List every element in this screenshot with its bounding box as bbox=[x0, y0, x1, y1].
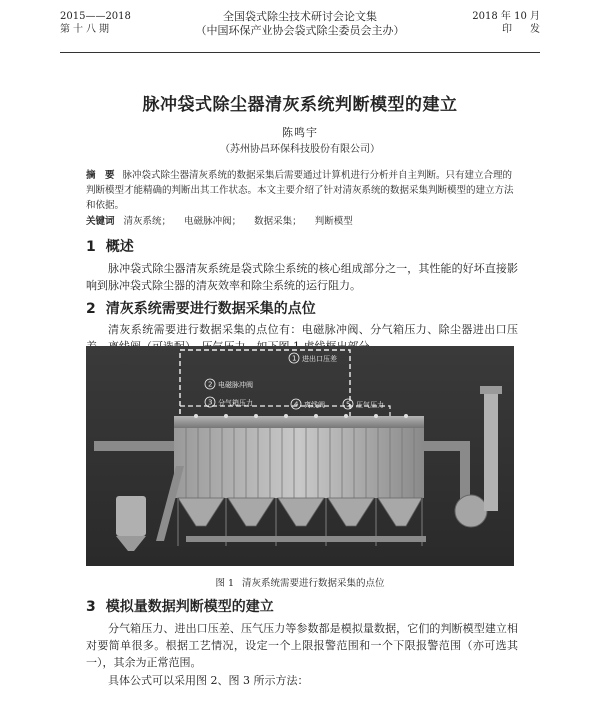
chimney-cap bbox=[480, 386, 502, 394]
label-air-pressure: 压气压力 bbox=[356, 401, 384, 409]
label-inlet-outlet: 进出口压差 bbox=[302, 355, 337, 363]
header-proceedings-title: 全国袋式除尘技术研讨会论文集 bbox=[223, 10, 377, 23]
section-number: 3 bbox=[86, 599, 96, 615]
section-title: 概述 bbox=[105, 239, 134, 255]
number-label: 3 bbox=[208, 398, 213, 407]
author-affiliation: （苏州协昌环保科技股份有限公司） bbox=[220, 144, 380, 155]
caption-text: 清灰系统需要进行数据采集的点位 bbox=[242, 578, 385, 589]
section-title: 模拟量数据判断模型的建立 bbox=[105, 599, 274, 615]
label-manifold: 分气箱压力 bbox=[218, 399, 253, 407]
section-number: 2 bbox=[86, 301, 96, 317]
header-left bbox=[60, 10, 131, 36]
section-heading-1 bbox=[86, 236, 134, 256]
keyword: 电磁脉冲阀； bbox=[184, 216, 242, 227]
author-name: 陈鸣宇 bbox=[282, 126, 318, 139]
section-3-paragraph-2: 具体公式可以采用图 2、图 3 所示方法： bbox=[108, 674, 309, 687]
header-printed: 印发 bbox=[502, 24, 558, 35]
keyword: 清灰系统； bbox=[123, 216, 172, 227]
label-solenoid: 电磁脉冲阀 bbox=[218, 381, 253, 389]
paper-title: 脉冲袋式除尘器清灰系统判断模型的建立 bbox=[142, 95, 458, 115]
number-label: 1 bbox=[292, 354, 297, 363]
outlet-duct-vertical bbox=[460, 441, 470, 501]
dust-silo bbox=[116, 496, 146, 536]
header-years: 2015——2018 bbox=[60, 11, 131, 22]
header-date: 2018 年 10 月 bbox=[472, 11, 540, 22]
abstract-text: 脉冲袋式除尘器清灰系统的数据采集后需要通过计算机进行分析并自主判断。只有建立合理的判断模型才能精确的判断出其工作状态。本文主要介绍了针对清灰系统的数据采集判断模型的建立方法和依据。 bbox=[86, 170, 514, 211]
inlet-duct bbox=[94, 441, 174, 451]
figure-1-system-diagram bbox=[86, 346, 514, 566]
section-heading-3 bbox=[86, 596, 274, 616]
section-2-paragraph: 清灰系统需要进行数据采集的点位有：电磁脉冲阀、分气箱压力、除尘器进出口压 bbox=[108, 323, 518, 336]
number-label: 2 bbox=[208, 380, 213, 389]
keyword: 数据采集； bbox=[254, 216, 302, 227]
figure-1-caption bbox=[0, 575, 600, 589]
collector-body bbox=[174, 428, 424, 498]
section-number: 1 bbox=[86, 239, 96, 255]
running-header bbox=[60, 10, 558, 52]
collector-roof bbox=[174, 416, 424, 428]
fan bbox=[455, 495, 487, 527]
section-title: 清灰系统需要进行数据采集的点位 bbox=[105, 301, 316, 317]
abstract-label: 摘 要 bbox=[86, 170, 115, 181]
outlet-duct bbox=[424, 441, 464, 451]
section-1-paragraph: 脉冲袋式除尘器清灰系统是袋式除尘系统的核心组成部分之一，其性能的好坏直接影响到脉冲袋式除尘器的清灰效率和除尘系统的运行阻力。 bbox=[86, 262, 518, 292]
section-heading-2 bbox=[86, 298, 316, 318]
caption-number: 图 1 bbox=[215, 578, 235, 589]
header-organizer: （中国环保产业协会袋式除尘委员会主办） bbox=[195, 24, 405, 37]
screw-conveyor bbox=[186, 536, 426, 542]
chimney bbox=[484, 391, 498, 511]
keywords bbox=[86, 213, 516, 227]
section-3-paragraph: 分气箱压力、进出口压差、压气压力等参数都是模拟量数据，它们的判断模型建立相对要简单很多。根据工艺情况，设定一个上限报警范围和一个下限报警范围（亦可选其一），其余为正常范围。 bbox=[86, 622, 518, 669]
figure-1-svg bbox=[86, 346, 514, 566]
header-center bbox=[196, 10, 405, 38]
number-label: 5 bbox=[346, 400, 351, 409]
abstract bbox=[86, 168, 516, 213]
header-issue: 第十八期 bbox=[60, 24, 112, 35]
keyword: 判断模型 bbox=[314, 216, 353, 227]
label-offline: 离线阀 bbox=[304, 401, 325, 409]
keywords-label: 关键词 bbox=[86, 216, 115, 227]
number-label: 4 bbox=[294, 400, 299, 409]
header-right bbox=[472, 10, 558, 36]
header-rule bbox=[60, 52, 540, 53]
